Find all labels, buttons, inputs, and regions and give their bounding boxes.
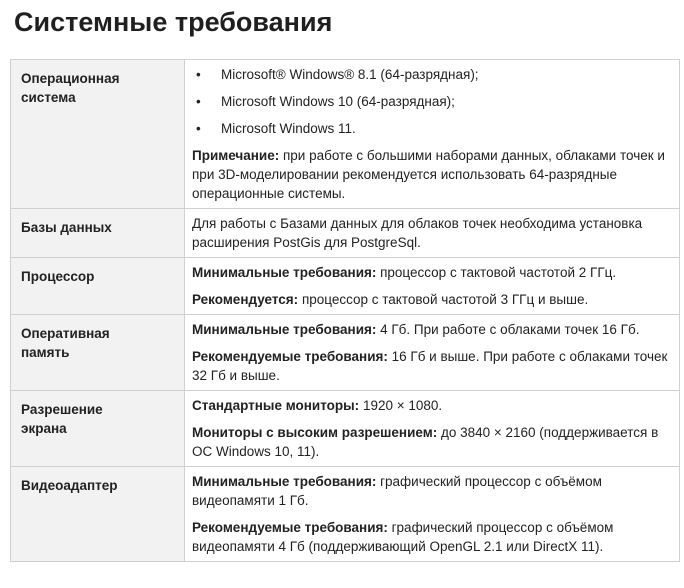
os-note-key: Примечание: (192, 148, 280, 163)
table-row-db (11, 209, 680, 258)
screen-hi (192, 423, 671, 461)
list-item (192, 65, 671, 84)
os-item-text: Microsoft Windows 10 (64-разрядная); (221, 94, 455, 109)
cpu-min-text: процессор с тактовой частотой 2 ГГц. (376, 265, 617, 280)
ram-min-text: 4 Гб. При работе с облаками точек 16 Гб. (376, 322, 640, 337)
row-content-screen (185, 391, 680, 467)
bullet-icon: • (196, 67, 201, 82)
os-item-text: Microsoft Windows 11. (221, 121, 356, 136)
list-item (192, 92, 671, 111)
table-row-ram (11, 315, 680, 391)
row-label-screen-line2: экрана (21, 421, 67, 436)
ram-rec (192, 347, 671, 385)
os-list (192, 65, 671, 138)
cpu-min (192, 263, 671, 282)
row-label-db: Базы данных (11, 209, 185, 258)
row-content-ram (185, 315, 680, 391)
screen-hi-text: до 3840 × 2160 (поддерживается в ОС Windows 10, 11). (192, 425, 659, 459)
table-row-gpu (11, 467, 680, 562)
row-label-screen-line1: Разрешение (21, 402, 103, 417)
row-label-screen (11, 391, 185, 467)
row-content-os (185, 60, 680, 209)
os-note-text: при работе с большими наборами данных, облаками точек и при 3D-моделировании рекомендуется использовать 64-разрядные операционные системы. (192, 148, 665, 201)
row-content-gpu (185, 467, 680, 562)
row-label-ram-line2: память (21, 345, 70, 360)
os-item-text: Microsoft® Windows® 8.1 (64-разрядная); (221, 67, 479, 82)
ram-rec-key: Рекомендуемые требования: (192, 349, 388, 364)
screen-hi-key: Мониторы с высоким разрешением: (192, 425, 438, 440)
gpu-rec-text: графический процессор с объёмом видеопамяти 4 Гб (поддерживающий OpenGL 2.1 или DirectX 11). (192, 520, 614, 554)
table-row-screen (11, 391, 680, 467)
gpu-rec-key: Рекомендуемые требования: (192, 520, 388, 535)
ram-min (192, 320, 671, 339)
row-label-gpu: Видеоадаптер (11, 467, 185, 562)
table-row-os (11, 60, 680, 209)
bullet-icon: • (196, 94, 201, 109)
os-note (192, 146, 671, 203)
row-label-cpu: Процессор (11, 258, 185, 315)
cpu-rec (192, 290, 671, 309)
gpu-rec (192, 518, 671, 556)
gpu-min (192, 472, 671, 510)
ram-rec-text: 16 Гб и выше. При работе с облаками точек 32 Гб и выше. (192, 349, 668, 383)
screen-std (192, 396, 671, 415)
gpu-min-key: Минимальные требования: (192, 474, 377, 489)
row-label-ram (11, 315, 185, 391)
list-item (192, 119, 671, 138)
cpu-min-key: Минимальные требования: (192, 265, 377, 280)
table-row-cpu (11, 258, 680, 315)
page-title: Системные требования (14, 7, 333, 37)
bullet-icon: • (196, 121, 201, 136)
requirements-table (10, 59, 680, 562)
cpu-rec-text: процессор с тактовой частотой 3 ГГц и выше. (298, 292, 589, 307)
row-content-cpu (185, 258, 680, 315)
row-label-ram-line1: Оперативная (21, 326, 110, 341)
screen-std-key: Стандартные мониторы: (192, 398, 360, 413)
cpu-rec-key: Рекомендуется: (192, 292, 299, 307)
ram-min-key: Минимальные требования: (192, 322, 377, 337)
db-text: Для работы с Базами данных для облаков точек необходима установка расширения PostGis для PostgreSql. (192, 216, 643, 250)
row-label-os-line1: Операционная (21, 71, 120, 86)
row-content-db (185, 209, 680, 258)
row-label-os-line2: система (21, 90, 76, 105)
row-label-os (11, 60, 185, 209)
gpu-min-text: графический процессор с объёмом видеопамяти 1 Гб. (192, 474, 602, 508)
screen-std-text: 1920 × 1080. (359, 398, 443, 413)
